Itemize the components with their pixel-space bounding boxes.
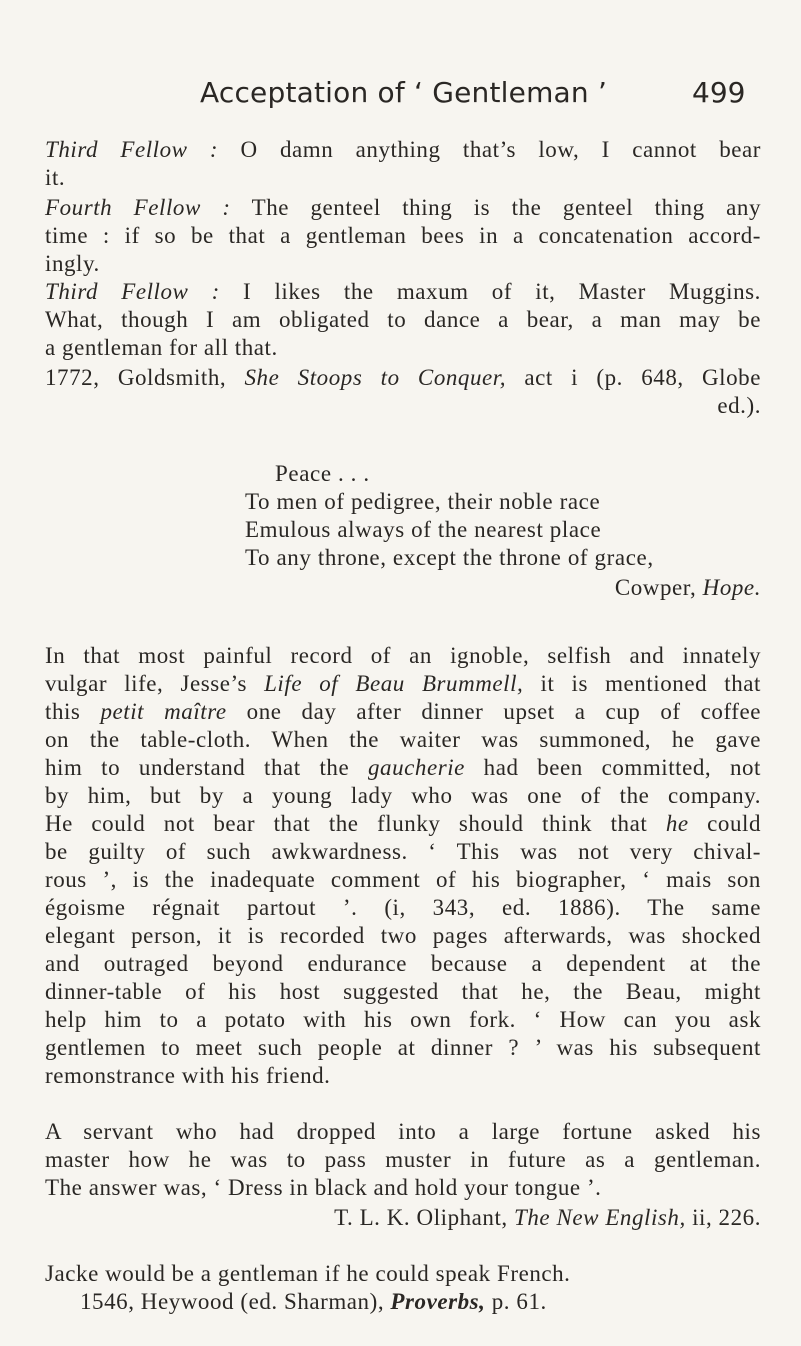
paragraph-line: rous ’, is the inadequate comment of his biographer, ‘ mais son	[45, 867, 761, 892]
paragraph-line: dinner-table of his host suggested that he, the Beau, might	[45, 979, 761, 1004]
dialogue-line: Third Fellow : O damn anything that’s low, I cannot bear	[45, 137, 761, 162]
dialogue-line: a gentleman for all that.	[45, 335, 278, 360]
dialogue-line: Third Fellow : I likes the maxum of it, Master Muggins.	[45, 279, 761, 304]
verse-line: Peace . . .	[275, 461, 370, 486]
paragraph-line: gentlemen to meet such people at dinner ? ’ was his subsequent	[45, 1035, 761, 1060]
paragraph-line: He could not bear that the flunky should think that he could	[45, 811, 761, 836]
paragraph-line: be guilty of such awkwardness. ‘ This was not very chival-	[45, 839, 761, 864]
paragraph-line: help him to a potato with his own fork. ‘ How can you ask	[45, 1007, 761, 1032]
verse-line: To men of pedigree, their noble race	[245, 489, 601, 514]
citation: ed.).	[717, 393, 761, 418]
paragraph-line: by him, but by a young lady who was one of the company.	[45, 783, 761, 808]
verse-line: Emulous always of the nearest place	[245, 517, 602, 542]
paragraph-line: elegant person, it is recorded two pages afterwards, was shocked	[45, 923, 761, 948]
speaker-label: Third Fellow :	[45, 137, 219, 162]
dialogue-line: Fourth Fellow : The genteel thing is the genteel thing any	[45, 195, 761, 220]
paragraph-line: The answer was, ‘ Dress in black and hold your tongue ’.	[45, 1175, 602, 1200]
paragraph-line: A servant who had dropped into a large fortune asked his	[45, 1119, 761, 1144]
paragraph-line: master how he was to pass muster in future as a gentleman.	[45, 1147, 761, 1172]
paragraph-line: égoisme régnait partout ’. (i, 343, ed. 1886). The same	[45, 895, 761, 920]
verse-line: To any throne, except the throne of grace,	[245, 545, 654, 570]
citation: 1772, Goldsmith, She Stoops to Conquer, act i (p. 648, Globe	[45, 365, 761, 390]
citation: Cowper, Hope.	[614, 575, 761, 600]
dialogue-line: What, though I am obligated to dance a bear, a man may be	[45, 307, 761, 332]
speaker-label: Fourth Fellow :	[45, 195, 231, 220]
paragraph-line: Jacke would be a gentleman if he could speak French.	[45, 1261, 571, 1286]
paragraph-line: and outraged beyond endurance because a dependent at the	[45, 951, 761, 976]
page-number: 499	[692, 76, 746, 109]
paragraph-line: vulgar life, Jesse’s Life of Beau Brummell, it is mentioned that	[45, 671, 761, 696]
running-title: Acceptation of ‘ Gentleman ’	[200, 76, 608, 109]
citation: 1546, Heywood (ed. Sharman), Proverbs, p. 61.	[80, 1289, 547, 1314]
paragraph-line: on the table-cloth. When the waiter was summoned, he gave	[45, 727, 761, 752]
paragraph-line: him to understand that the gaucherie had been committed, not	[45, 755, 761, 780]
dialogue-line: time : if so be that a gentleman bees in a concatenation accord-	[45, 223, 761, 248]
dialogue-line: it.	[45, 165, 66, 190]
page-header	[0, 76, 801, 120]
paragraph-line: this petit maître one day after dinner upset a cup of coffee	[45, 699, 761, 724]
citation: T. L. K. Oliphant, The New English, ii, 226.	[334, 1205, 761, 1230]
paragraph-line: remonstrance with his friend.	[45, 1063, 331, 1088]
paragraph-line: In that most painful record of an ignoble, selfish and innately	[45, 643, 761, 668]
dialogue-line: ingly.	[45, 251, 100, 276]
speaker-label: Third Fellow :	[45, 279, 220, 304]
